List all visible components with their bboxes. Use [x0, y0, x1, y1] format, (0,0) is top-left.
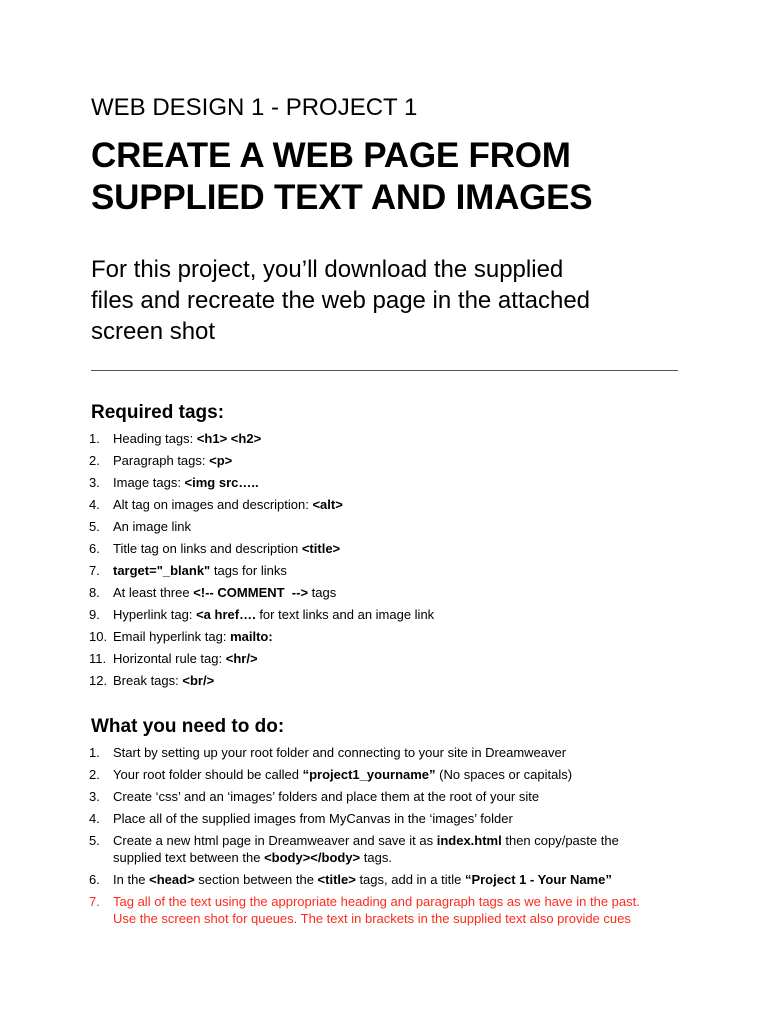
list-item: 9. Hyperlink tag: <a href…. for text links and an image link [0, 604, 434, 626]
list-number: 10. [89, 629, 108, 644]
list-number: 5. [89, 833, 100, 848]
list-number: 6. [89, 872, 100, 887]
list-number: 1. [89, 745, 100, 760]
list-number: 11. [89, 651, 107, 666]
list-number: 4. [89, 811, 100, 826]
list-number: 7. [89, 894, 100, 909]
list-item: 6. Title tag on links and description <title> [0, 538, 434, 560]
list-number: 7. [89, 563, 100, 578]
list-number: 5. [89, 519, 100, 534]
list-item: 7. target="_blank" tags for links [0, 560, 434, 582]
list-item: 3. Create ‘css’ and an ‘images’ folders and place them at the root of your site [0, 786, 640, 808]
list-number: 6. [89, 541, 100, 556]
intro-line-1: For this project, you’ll download the supplied [91, 256, 564, 283]
page-title-line-2: SUPPLIED TEXT AND IMAGES [91, 178, 593, 217]
what-to-do-heading: What you need to do: [91, 716, 285, 737]
list-item: 4. Place all of the supplied images from MyCanvas in the ‘images’ folder [0, 808, 640, 830]
intro-line-2: files and recreate the web page in the attached [91, 287, 591, 314]
intro-line-3: screen shot [91, 318, 216, 345]
list-number: 4. [89, 497, 100, 512]
list-item: 10. Email hyperlink tag: mailto: [0, 626, 434, 648]
project-label: WEB DESIGN 1 - PROJECT 1 [91, 94, 418, 121]
list-number: 12. [89, 673, 108, 688]
list-item: 5. An image link [0, 516, 434, 538]
page-title [91, 135, 592, 219]
list-number: 8. [89, 585, 100, 600]
list-number: 3. [89, 789, 100, 804]
list-item-highlighted: 7. Tag all of the text using the appropriate heading and paragraph tags as we have in the past. Use the screen shot for queues. The text in brackets in the supplied text also provide cues [0, 891, 640, 930]
what-to-do-list [0, 742, 640, 930]
list-item: 2. Paragraph tags: <p> [0, 450, 434, 472]
intro-paragraph [91, 254, 651, 347]
required-tags-heading: Required tags: [91, 402, 225, 423]
list-number: 2. [89, 453, 100, 468]
list-item: 12. Break tags: <br/> [0, 670, 434, 692]
horizontal-divider [91, 370, 678, 371]
list-number: 3. [89, 475, 100, 490]
list-item: 6. In the <head> section between the <title> tags, add in a title “Project 1 - Your Name” [0, 869, 640, 891]
list-item: 1. Start by setting up your root folder and connecting to your site in Dreamweaver [0, 742, 640, 764]
required-tags-list [0, 428, 434, 692]
list-item: 5. Create a new html page in Dreamweaver and save it as index.html then copy/paste the supplied text between the <body></body> tags. [0, 830, 640, 869]
list-number: 2. [89, 767, 100, 782]
list-item: 11. Horizontal rule tag: <hr/> [0, 648, 434, 670]
list-item: 3. Image tags: <img src….. [0, 472, 434, 494]
list-item: 8. At least three <!-- COMMENT --> tags [0, 582, 434, 604]
list-number: 9. [89, 607, 100, 622]
list-item: 1. Heading tags: <h1> <h2> [0, 428, 434, 450]
list-item: 2. Your root folder should be called “project1_yourname” (No spaces or capitals) [0, 764, 640, 786]
list-item: 4. Alt tag on images and description: <alt> [0, 494, 434, 516]
page-title-line-1: CREATE A WEB PAGE FROM [91, 136, 571, 175]
list-number: 1. [89, 431, 100, 446]
